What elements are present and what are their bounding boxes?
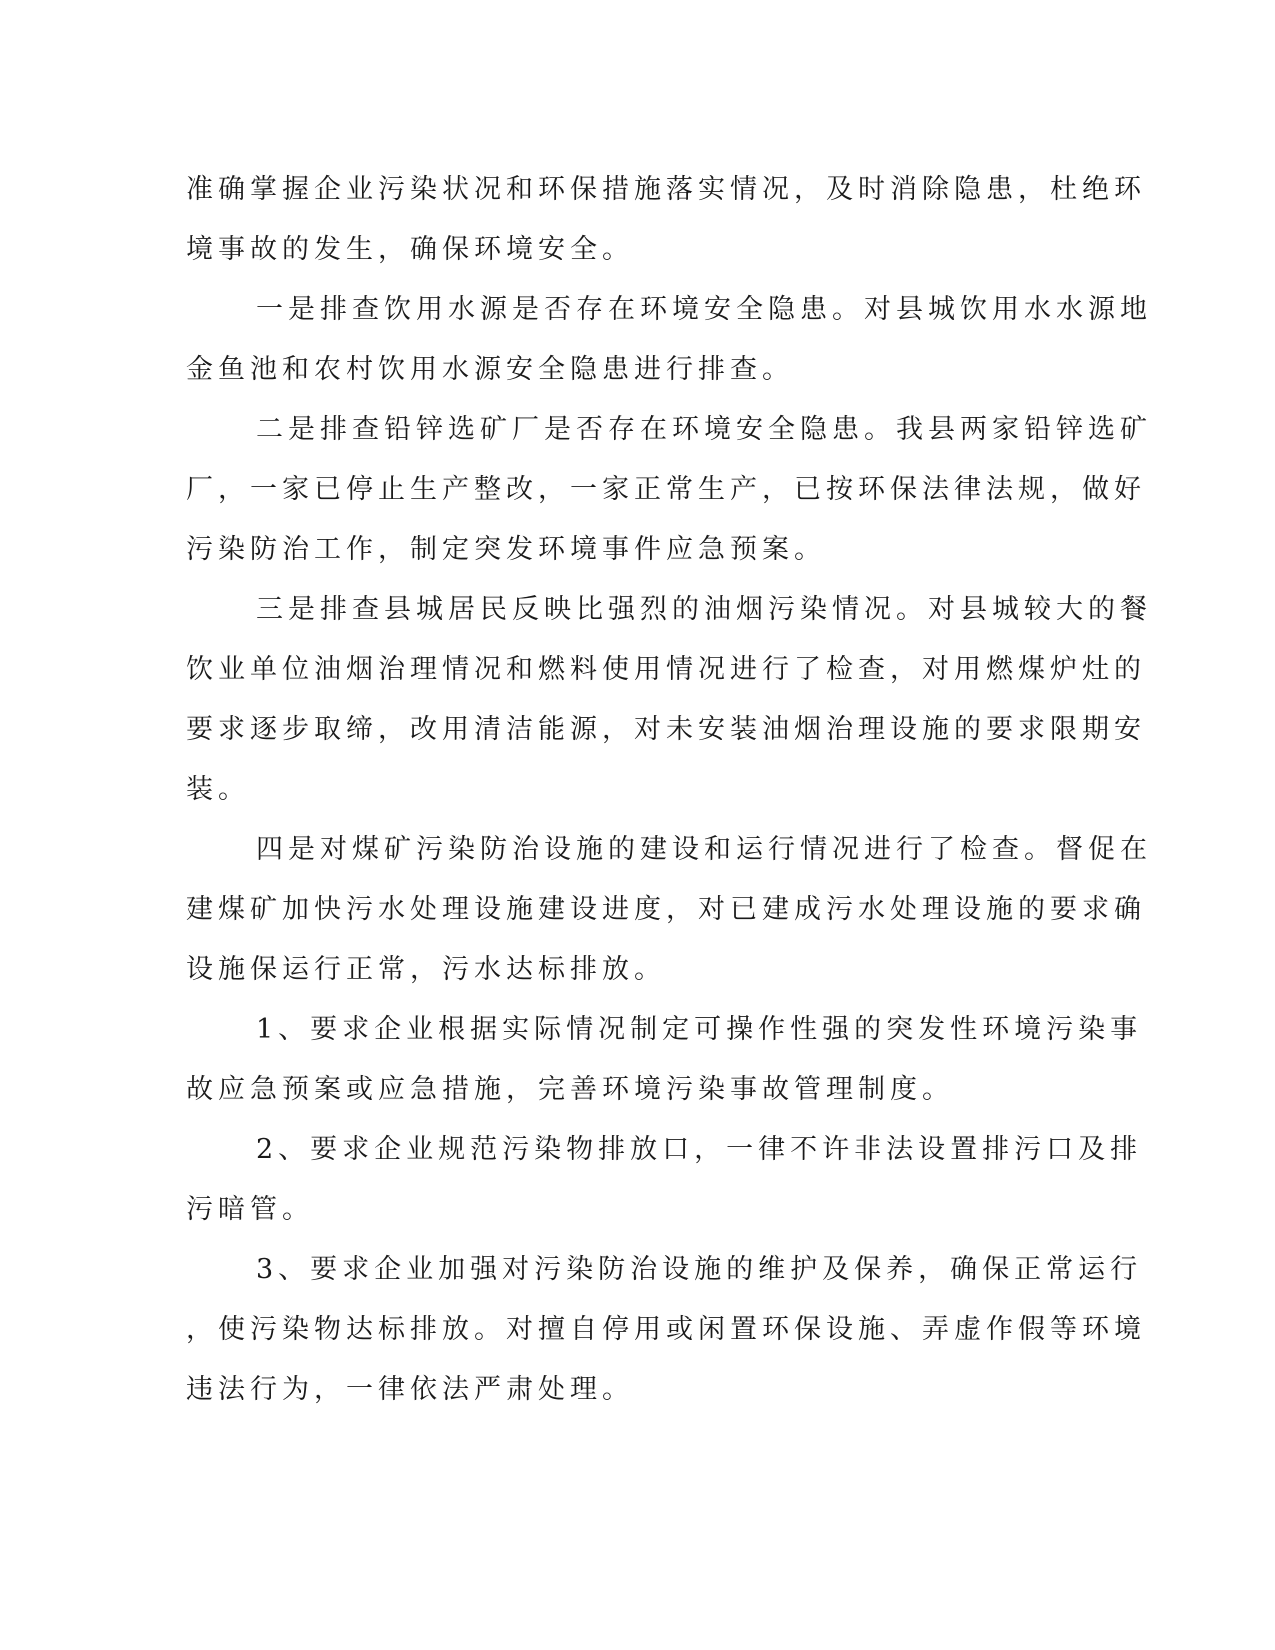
- text-line: 设施保运行正常，污水达标排放。: [186, 954, 666, 985]
- paragraph-first-line: 3、要求企业加强对污染防治设施的维护及保养，确保正常运行: [256, 1254, 1143, 1285]
- paragraph-first-line: 三是排查县城居民反映比强烈的油烟污染情况。对县城较大的餐: [256, 594, 1152, 625]
- text-line: 厂，一家已停止生产整改，一家正常生产，已按环保法律法规，做好: [186, 474, 1146, 505]
- text-line: 故应急预案或应急措施，完善环境污染事故管理制度。: [186, 1074, 954, 1105]
- paragraph-first-line: 四是对煤矿污染防治设施的建设和运行情况进行了检查。督促在: [256, 834, 1152, 865]
- text-line: ，使污染物达标排放。对擅自停用或闲置环保设施、弄虚作假等环境: [186, 1314, 1146, 1345]
- text-line: 准确掌握企业污染状况和环保措施落实情况，及时消除隐患，杜绝环: [186, 174, 1146, 205]
- text-line: 污染防治工作，制定突发环境事件应急预案。: [186, 534, 826, 565]
- text-line: 违法行为，一律依法严肃处理。: [186, 1374, 634, 1405]
- text-line: 装。: [186, 774, 250, 805]
- text-line: 金鱼池和农村饮用水源安全隐患进行排查。: [186, 354, 794, 385]
- document-body: [186, 160, 1152, 1420]
- text-line: 污暗管。: [186, 1194, 314, 1225]
- text-line: 建煤矿加快污水处理设施建设进度，对已建成污水处理设施的要求确: [186, 894, 1146, 925]
- text-line: 饮业单位油烟治理情况和燃料使用情况进行了检查，对用燃煤炉灶的: [186, 654, 1146, 685]
- text-line: 境事故的发生，确保环境安全。: [186, 234, 634, 265]
- paragraph-first-line: 1、要求企业根据实际情况制定可操作性强的突发性环境污染事: [256, 1014, 1143, 1045]
- paragraph-first-line: 二是排查铅锌选矿厂是否存在环境安全隐患。我县两家铅锌选矿: [256, 414, 1152, 445]
- paragraph-first-line: 一是排查饮用水源是否存在环境安全隐患。对县城饮用水水源地: [256, 294, 1152, 325]
- text-line: 要求逐步取缔，改用清洁能源，对未安装油烟治理设施的要求限期安: [186, 714, 1146, 745]
- paragraph-first-line: 2、要求企业规范污染物排放口，一律不许非法设置排污口及排: [256, 1134, 1143, 1165]
